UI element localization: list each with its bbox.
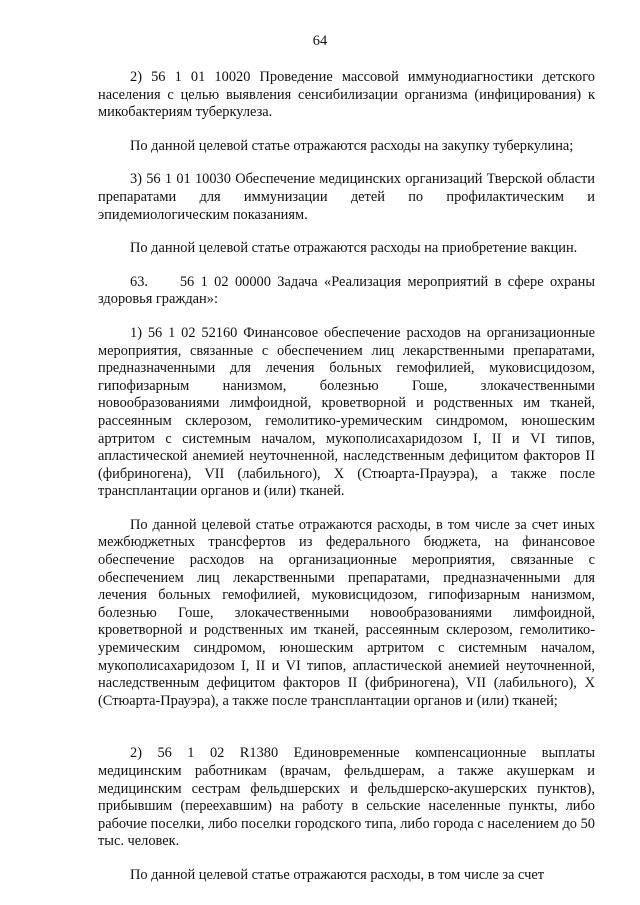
paragraph: 2) 56 1 01 10020 Проведение массовой иммунодиагностики детского населения с целью выявления сенсибилизации организма (инфицирования) к микобактериям туберкулеза. [98, 69, 595, 121]
page-number: 64 [312, 33, 328, 49]
paragraph: По данной целевой статье отражаются расходы на закупку туберкулина; [130, 137, 574, 154]
paragraph: 1) 56 1 02 52160 Финансовое обеспечение расходов на организационные мероприятия, связанные с обеспечением лиц лекарственными препаратами, предназначенными для лечения больных гемофилией, муковисцидозом, гипофизарным нанизмом, болезнью Гоше, злокачественными новообразованиями лимфоидной, кроветворной и родственных им тканей, рассеянным склерозом, гемолитико-уремическим синдромом, юношеским артритом с системным началом, мукополисахаридозом I, II и VI типов, апластической анемией неуточненной, наследственным дефицитом факторов II (фибриногена), VII (лабильного), X (Стюарта-Прауэра), а также после трансплантации органов и (или) тканей. [98, 324, 595, 500]
paragraph: 2) 56 1 02 R1380 Единовременные компенсационные выплаты медицинским работникам (врачам, фельдшерам, а также акушеркам и медицинским сестрам фельдшерских и фельдшерско-акушерских пунктов), прибывшим (переехавшим) на работу в сельские населенные пункты, либо рабочие поселки, либо поселки городского типа, либо города с населением до 50 тыс. человек. [98, 745, 595, 850]
document-body [98, 69, 595, 885]
paragraph: По данной целевой статье отражаются расходы на приобретение вакцин. [130, 240, 578, 257]
paragraph: По данной целевой статье отражаются расходы, в том числе за счет [130, 866, 545, 883]
paragraph: По данной целевой статье отражаются расходы, в том числе за счет иных межбюджетных трансфертов из федерального бюджета, на финансовое обеспечение расходов на организационные мероприятия, связанные с обеспечением лиц лекарственными препаратами, предназначенными для лечения больных гемофилией, муковисцидозом, гипофизарным нанизмом, болезнью Гоше, злокачественными новообразованиями лимфоидной, кроветворной и родственных им тканей, рассеянным склерозом, гемолитико-уремическим синдромом, юношеским артритом с системным началом, мукополисахаридозом I, II и VI типов, апластической анемией неуточненной, наследственным дефицитом факторов II (фибриногена), VII (лабильного), X (Стюарта-Прауэра), а также после трансплантации органов и (или) тканей; [98, 516, 595, 709]
paragraph: 3) 56 1 01 10030 Обеспечение медицинских организаций Тверской области препаратами для иммунизации детей по профилактическим и эпидемиологическим показаниям. [98, 171, 595, 223]
section-heading: 63. 56 1 02 00000 Задача «Реализация мероприятий в сфере охраны здоровья граждан»: [98, 273, 595, 308]
